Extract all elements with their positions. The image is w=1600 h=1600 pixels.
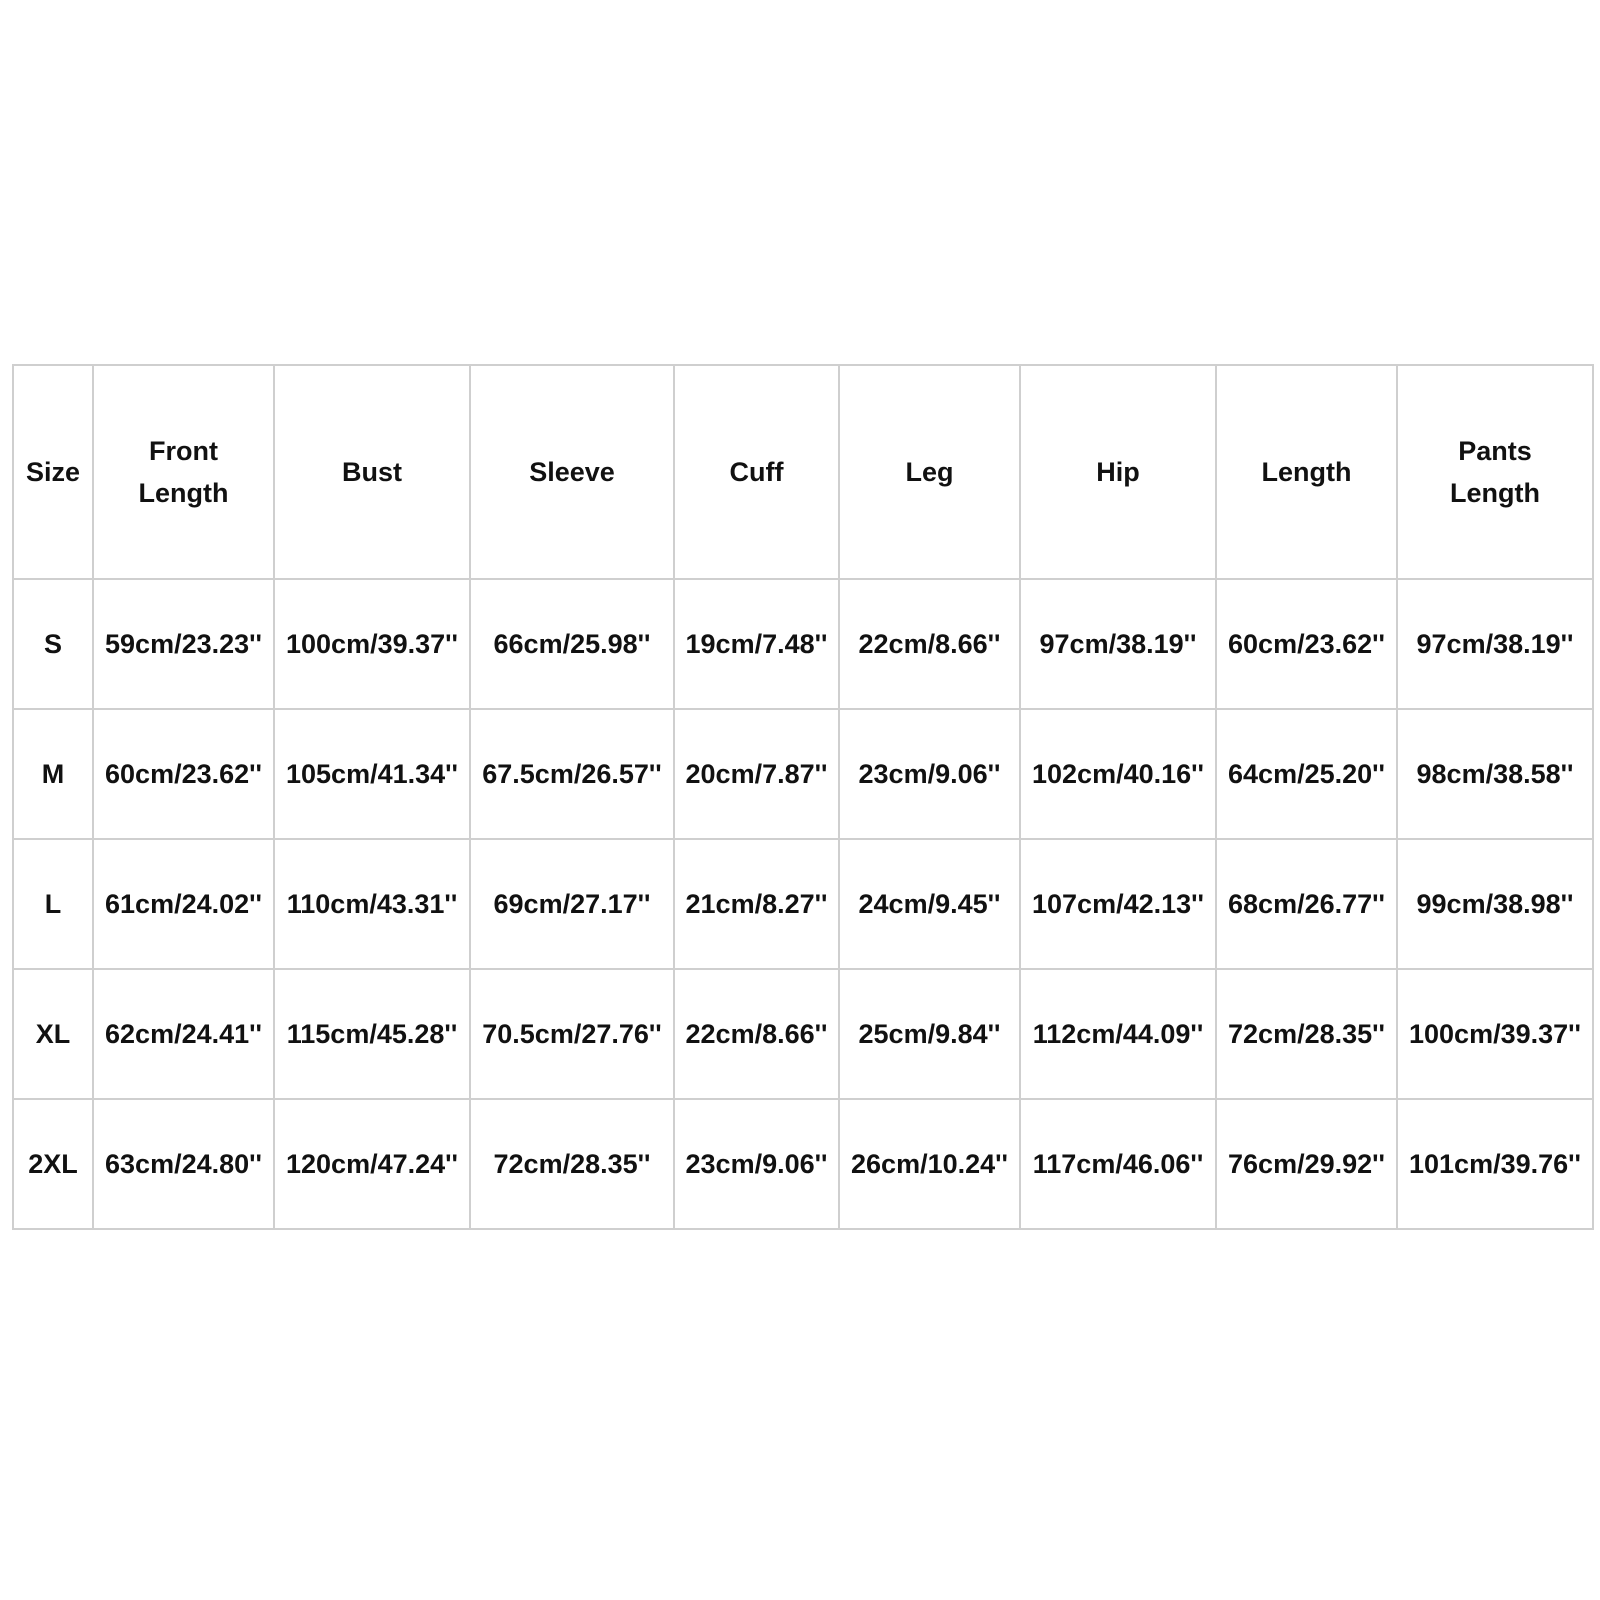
cell-sleeve: 66cm/25.98'': [470, 579, 674, 709]
cell-cuff: 19cm/7.48'': [674, 579, 839, 709]
header-bust: Bust: [274, 365, 470, 579]
cell-leg: 25cm/9.84'': [839, 969, 1020, 1099]
header-length: Length: [1216, 365, 1397, 579]
cell-front-length: 62cm/24.41'': [93, 969, 274, 1099]
cell-sleeve: 70.5cm/27.76'': [470, 969, 674, 1099]
cell-pants-length: 101cm/39.76'': [1397, 1099, 1593, 1229]
cell-size: XL: [13, 969, 93, 1099]
cell-pants-length: 100cm/39.37'': [1397, 969, 1593, 1099]
table-row: [13, 579, 1593, 709]
cell-hip: 97cm/38.19'': [1020, 579, 1216, 709]
table-row: [13, 709, 1593, 839]
cell-bust: 105cm/41.34'': [274, 709, 470, 839]
cell-sleeve: 67.5cm/26.57'': [470, 709, 674, 839]
table-row: [13, 969, 1593, 1099]
cell-leg: 26cm/10.24'': [839, 1099, 1020, 1229]
cell-length: 64cm/25.20'': [1216, 709, 1397, 839]
header-pants-length: Pants Length: [1397, 365, 1593, 579]
cell-bust: 120cm/47.24'': [274, 1099, 470, 1229]
header-leg: Leg: [839, 365, 1020, 579]
cell-bust: 110cm/43.31'': [274, 839, 470, 969]
table-row: [13, 839, 1593, 969]
cell-bust: 115cm/45.28'': [274, 969, 470, 1099]
cell-bust: 100cm/39.37'': [274, 579, 470, 709]
cell-pants-length: 99cm/38.98'': [1397, 839, 1593, 969]
cell-length: 72cm/28.35'': [1216, 969, 1397, 1099]
header-front-length: Front Length: [93, 365, 274, 579]
cell-front-length: 60cm/23.62'': [93, 709, 274, 839]
cell-size: L: [13, 839, 93, 969]
cell-size: 2XL: [13, 1099, 93, 1229]
cell-pants-length: 97cm/38.19'': [1397, 579, 1593, 709]
header-row: [13, 365, 1593, 579]
cell-length: 76cm/29.92'': [1216, 1099, 1397, 1229]
header-cuff: Cuff: [674, 365, 839, 579]
cell-hip: 112cm/44.09'': [1020, 969, 1216, 1099]
cell-hip: 107cm/42.13'': [1020, 839, 1216, 969]
cell-size: S: [13, 579, 93, 709]
size-chart-table: [12, 364, 1594, 1230]
header-size: Size: [13, 365, 93, 579]
cell-hip: 102cm/40.16'': [1020, 709, 1216, 839]
cell-leg: 22cm/8.66'': [839, 579, 1020, 709]
cell-sleeve: 69cm/27.17'': [470, 839, 674, 969]
cell-leg: 23cm/9.06'': [839, 709, 1020, 839]
cell-front-length: 63cm/24.80'': [93, 1099, 274, 1229]
cell-cuff: 21cm/8.27'': [674, 839, 839, 969]
cell-pants-length: 98cm/38.58'': [1397, 709, 1593, 839]
cell-sleeve: 72cm/28.35'': [470, 1099, 674, 1229]
cell-hip: 117cm/46.06'': [1020, 1099, 1216, 1229]
header-sleeve: Sleeve: [470, 365, 674, 579]
cell-length: 68cm/26.77'': [1216, 839, 1397, 969]
cell-cuff: 23cm/9.06'': [674, 1099, 839, 1229]
cell-front-length: 59cm/23.23'': [93, 579, 274, 709]
table-row: [13, 1099, 1593, 1229]
cell-cuff: 22cm/8.66'': [674, 969, 839, 1099]
cell-size: M: [13, 709, 93, 839]
cell-length: 60cm/23.62'': [1216, 579, 1397, 709]
cell-leg: 24cm/9.45'': [839, 839, 1020, 969]
cell-cuff: 20cm/7.87'': [674, 709, 839, 839]
cell-front-length: 61cm/24.02'': [93, 839, 274, 969]
header-hip: Hip: [1020, 365, 1216, 579]
